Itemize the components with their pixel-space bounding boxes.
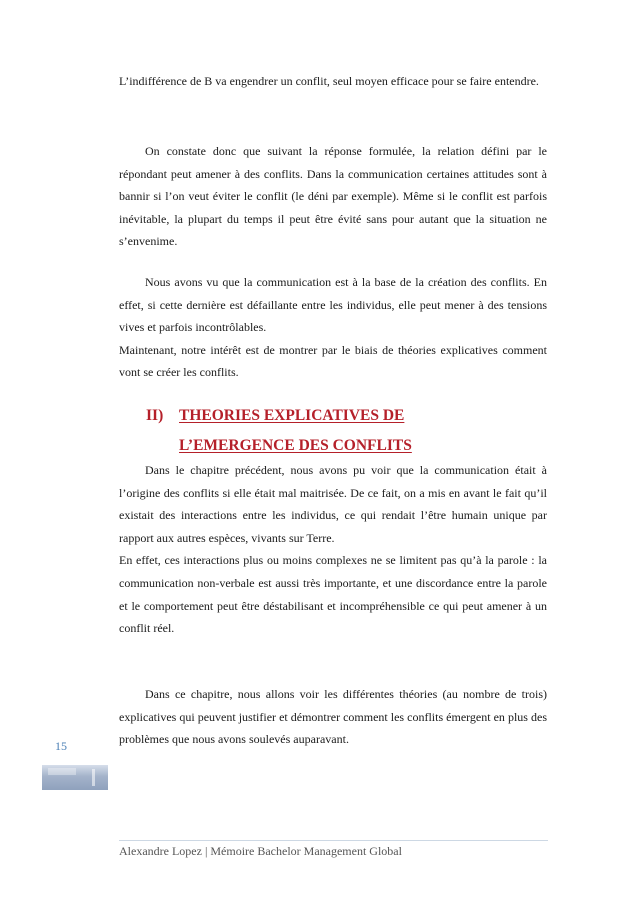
paragraph: Maintenant, notre intérêt est de montrer par le biais de théories explicatives comment vont se créer les conflits. — [119, 342, 547, 380]
page-number: 15 — [55, 739, 67, 753]
section-title-line: L’EMERGENCE DES CONFLITS — [179, 437, 412, 454]
section-number: II) — [146, 407, 164, 424]
footer-text: Alexandre Lopez | Mémoire Bachelor Management Global — [119, 844, 402, 858]
paragraph-block — [119, 140, 547, 253]
paragraph-block — [119, 70, 547, 93]
paragraph: Dans ce chapitre, nous allons voir les différentes théories (au nombre de trois) explicatives qui peuvent justifier et démontrer comment les conflits émergent en plus des problèmes que nous avons soulevés auparavant. — [119, 687, 547, 747]
paragraph-block — [119, 271, 547, 384]
paragraph: En effet, ces interactions plus ou moins complexes ne se limitent pas qu’à la parole : la communication non-verbale est aussi très importante, et une discordance entre la parole et le comportement peut être déstabilisant et incompréhensible ce qui peut amener à un conflit réel. — [119, 553, 547, 636]
section-title-line: THEORIES EXPLICATIVES DE — [179, 407, 405, 424]
page-tab-mark — [92, 769, 95, 786]
paragraph: Nous avons vu que la communication est à la base de la création des conflits. En effet, si cette dernière est défaillante entre les individus, elle peut mener à des tensions vives et parfois incontrôlables. — [119, 275, 547, 335]
page-tab-highlight — [48, 768, 76, 775]
paragraph: Dans le chapitre précédent, nous avons pu voir que la communication était à l’origine des conflits si elle était mal maitrisée. De ce fait, on a mis en avant le fait qu’il existait des interactions entre les individus, ce qui rendait l’être humain unique par rapport aux autres espèces, vivants sur Terre. — [119, 463, 547, 545]
paragraph: L’indifférence de B va engendrer un conflit, seul moyen efficace pour se faire entendre. — [119, 74, 539, 88]
paragraph: On constate donc que suivant la réponse formulée, la relation défini par le répondant peut amener à des conflits. Dans la communication certaines attitudes sont à bannir si l’on veut éviter le conflit (le déni par exemple). Même si le conflit est parfois inévitable, la plupart du temps il peut être évité sans pour autant que la situation ne s’envenime. — [119, 144, 547, 249]
footer-divider — [119, 840, 548, 841]
paragraph-block — [119, 683, 547, 751]
paragraph-block — [119, 459, 547, 640]
page-tab-decoration — [42, 765, 108, 790]
